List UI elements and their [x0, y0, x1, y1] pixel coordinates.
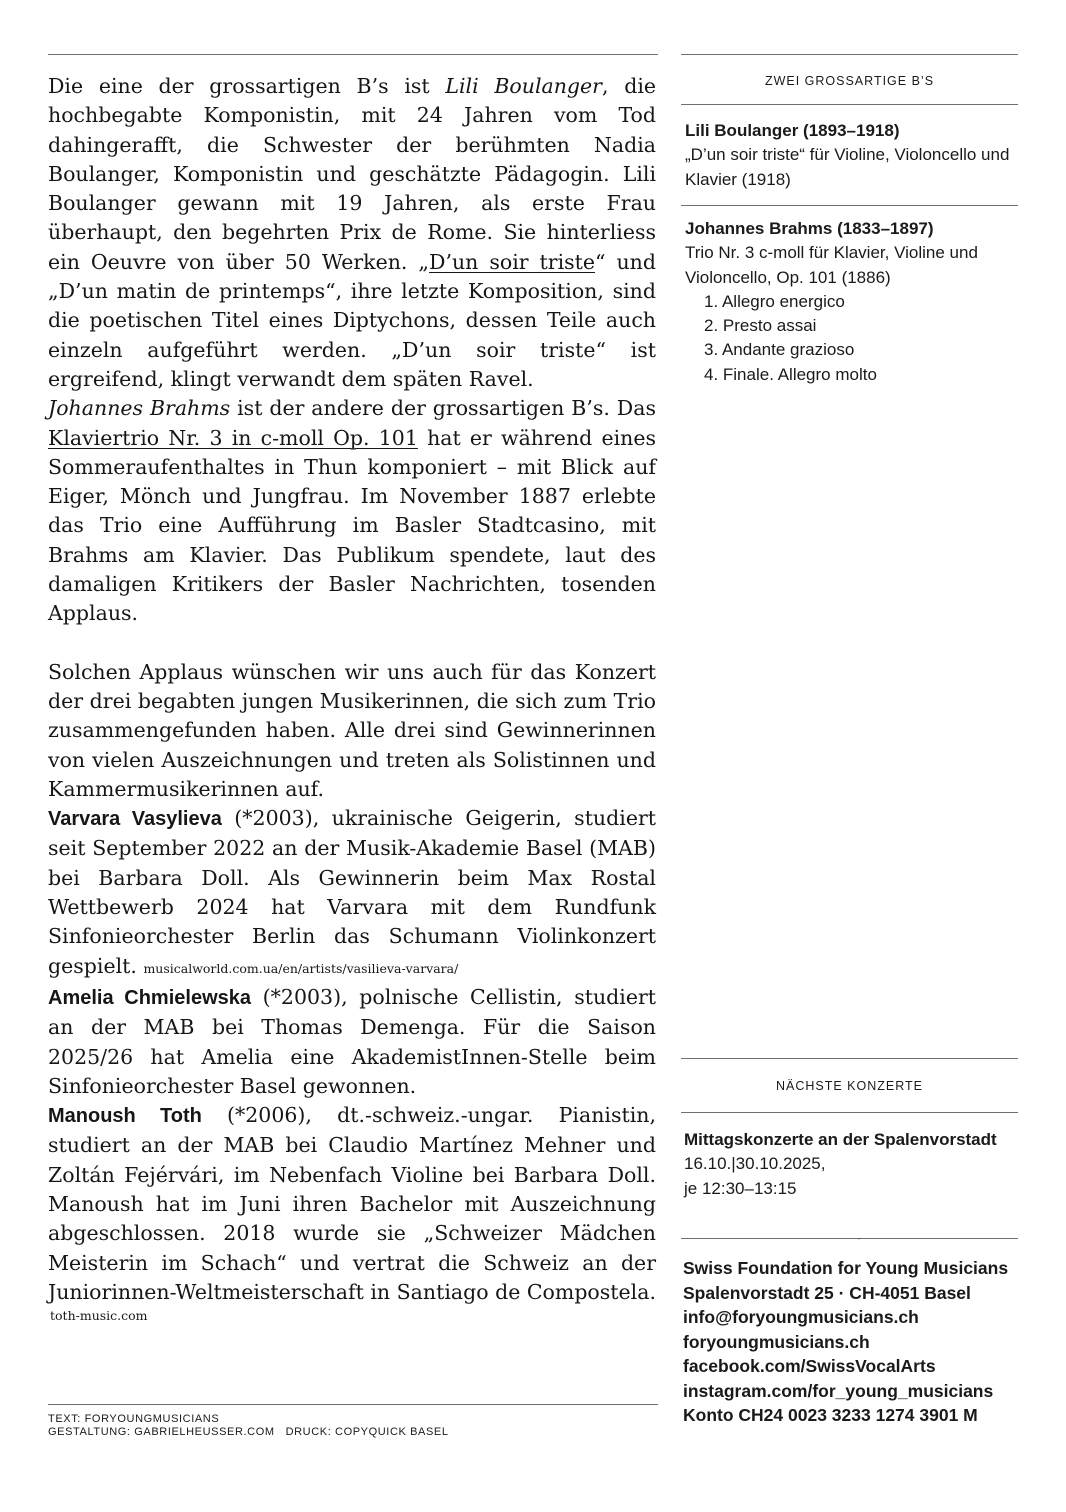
contact-website[interactable]: foryoungmusicians.ch	[683, 1331, 870, 1352]
work-brahms: Trio Nr. 3 c-moll für Klavier, Violine und Violoncello, Op. 101 (1886)	[685, 243, 978, 287]
work-link-soir-triste[interactable]: D’un soir triste	[429, 249, 596, 274]
movement-item: 4. Finale. Allegro molto	[704, 364, 877, 384]
bio-manoush: Manoush Toth (*2006), dt.-schweiz.-ungar. Pianistin, studiert an der MAB bei Claudio Martínez Mehner und Zoltán Fejérvári, im Nebenfach Violine bei Barbara Doll. Manoush hat im Juni ihren Bachelor mit Auszeichnung abgeschlossen. 2018 wurde sie „Schweizer Mädchen Meisterin im Schach“ und vertrat die Schweiz an der Juniorinnen-Weltmeisterschaft in Santiago de Compostela.	[48, 1103, 656, 1304]
main-bottom-rule	[48, 1404, 658, 1405]
name-manoush: Manoush Toth	[48, 1105, 202, 1128]
contact-top-rule	[681, 1238, 1018, 1239]
composer-brahms: Johannes Brahms (1833–1897)	[685, 219, 934, 238]
program-boulanger	[685, 119, 1020, 192]
contact-org: Swiss Foundation for Young Musicians	[683, 1258, 1009, 1278]
contact-bank-account: Konto CH24 0023 3233 1274 3901 M	[683, 1405, 978, 1425]
credits-footer	[48, 1413, 449, 1439]
movement-item: 3. Andante grazioso	[704, 340, 855, 360]
name-varvara: Varvara Vasylieva	[48, 808, 222, 831]
next-concerts-heading: NÄCHSTE KONZERTE	[775, 1079, 924, 1093]
work-link-klaviertrio[interactable]: Klaviertrio Nr. 3 in c-moll Op. 101	[48, 425, 418, 450]
sidebar-top-rule	[681, 54, 1018, 55]
bio-varvara: Varvara Vasylieva (*2003), ukrainische Geigerin, studiert seit September 2022 an der Musik-Akademie Basel (MAB) bei Barbara Doll. Als Gewinnerin beim Max Rostal Wettbewerb 2024 hat Varvara mit dem Rundfunk Sinfonieorchester Berlin das Schumann Violinkonzert gespielt. musicalworld.com.ua/en/artists/vasilieva-varvara/	[48, 806, 656, 978]
program-divider-rule	[681, 205, 1018, 206]
composer-boulanger: Lili Boulanger (1893–1918)	[685, 121, 900, 140]
next-concert-dates: 16.10.|30.10.2025,	[684, 1154, 826, 1174]
contact-block	[683, 1256, 1008, 1428]
paragraph-trio-intro: Solchen Applaus wünschen wir uns auch für das Konzert der drei begabten jungen Musikerinnen, die sich zum Trio zusammengefunden haben. Alle drei sind Gewinnerinnen von vielen Auszeichnungen und treten als Solistinnen und Kammermusikerinnen auf.	[48, 659, 656, 801]
next-concerts	[684, 1128, 1020, 1201]
credits-text: TEXT: FORYOUNGMUSICIANS	[48, 1413, 220, 1425]
url-manoush[interactable]: toth-music.com	[50, 1308, 148, 1324]
main-top-rule	[48, 54, 658, 55]
movement-item: 2. Presto assai	[704, 316, 817, 336]
next-concert-time: je 12:30–13:15	[684, 1178, 797, 1198]
next-concerts-heading-rule	[681, 1112, 1018, 1113]
program-heading-rule	[681, 104, 1018, 105]
name-lili-boulanger: Lili Boulanger	[445, 74, 602, 98]
tick-mark: ´	[858, 1237, 861, 1247]
contact-address: Spalenvorstadt 25 · CH-4051 Basel	[683, 1282, 971, 1303]
contact-instagram[interactable]: instagram.com/for_young_musicians	[683, 1380, 994, 1401]
credits-design-print: GESTALTUNG: GABRIELHEUSSER.COM DRUCK: COPYQUICK BASEL	[48, 1426, 449, 1438]
next-concerts-top-rule	[681, 1058, 1018, 1059]
paragraph-brahms: Johannes Brahms ist der andere der grossartigen B’s. Das Klaviertrio Nr. 3 in c-moll Op. 101 hat er während eines Sommeraufenthaltes in Thun komponiert – mit Blick auf Eiger, Mönch und Jungfrau. Im November 1887 erlebte das Trio eine Aufführung im Basler Stadtcasino, mit Brahms am Klavier. Das Publikum spendete, laut des damaligen Kritikers der Basler Nachrichten, tosenden Applaus.	[48, 396, 656, 626]
program-brahms	[685, 217, 1020, 387]
bio-amelia: Amelia Chmielewska (*2003), polnische Cellistin, studiert an der MAB bei Thomas Demenga. Für die Saison 2025/26 hat Amelia eine AkademistInnen-Stelle beim Sinfonieorchester Basel gewonnen.	[48, 984, 656, 1098]
next-concert-title: Mittagskonzerte an der Spalenvorstadt	[684, 1130, 997, 1149]
contact-facebook[interactable]: facebook.com/SwissVocalArts	[683, 1356, 936, 1376]
name-johannes-brahms: Johannes Brahms	[48, 396, 231, 421]
paragraph-boulanger: Die eine der grossartigen B’s ist Lili Boulanger, die hochbegabte Komponistin, mit 24 Jahren vom Tod dahingerafft, die Schwester der berühmten Nadia Boulanger, Komponistin und geschätzte Pädagogin. Lili Boulanger gewann mit 19 Jahren, als erste Frau überhaupt, den begehrten Prix de Rome. Sie hinterliess ein Oeuvre von über 50 Werken. „D’un soir triste“ und „D’un matin de printemps“, ihre letzte Komposition, sind die poetischen Titel eines Diptychons, dessen Teile auch einzeln aufgeführt werden. „D’un soir triste“ ist ergreifend, klingt verwandt dem späten Ravel.	[48, 74, 657, 391]
url-varvara[interactable]: musicalworld.com.ua/en/artists/vasilieva-varvara/	[143, 960, 459, 976]
work-boulanger: „D’un soir triste“ für Violine, Violoncello und Klavier (1918)	[685, 145, 1010, 189]
main-article	[48, 72, 656, 1325]
program-heading: ZWEI GROSSARTIGE B’S	[764, 74, 935, 88]
name-amelia: Amelia Chmielewska	[48, 986, 252, 1009]
contact-email[interactable]: info@foryoungmusicians.ch	[683, 1307, 919, 1327]
movement-item: 1. Allegro energico	[704, 291, 845, 311]
